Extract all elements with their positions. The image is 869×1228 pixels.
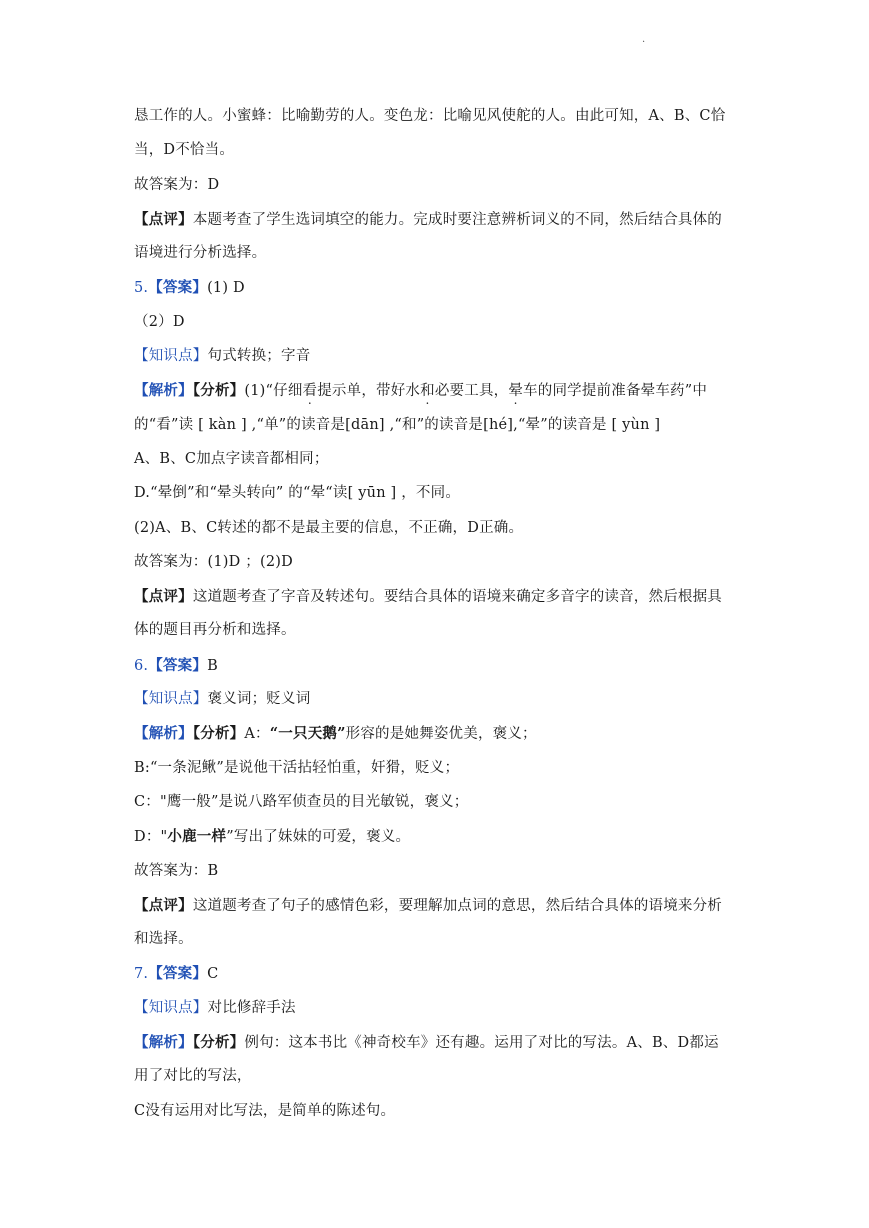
analysis-text: 形容的是她舞姿优美，褒义； [345,726,537,743]
dotted-char: 和 [420,383,435,400]
answer-value: C [207,966,219,983]
knowledge-point-line [134,348,744,365]
analysis-quote: “一只天鹅” [269,725,346,743]
analysis-text: (1)“仔细 [244,383,303,400]
analysis-quote: 小鹿一样 [167,828,227,846]
text-line: A、B、C加点字读音都相同； [134,450,329,467]
page-mark: . [642,34,646,45]
knowledge-point-line [134,1000,744,1017]
analysis-label: 【解析】 [134,725,193,743]
comment-label: 【点评】 [134,588,193,606]
text-line: 恳工作的人。小蜜蜂：比喻勤劳的人。变色龙：比喻见风使舵的人。由此可知，A、B、C恰 [134,108,726,124]
answer-value: B [207,657,218,674]
answer-analysis-content [134,108,744,1137]
analysis-line [134,1034,744,1051]
text-line: 故答案为：D [134,176,220,193]
answer-label: 【答案】 [148,965,208,983]
text-line: 当，D不恰当。 [134,142,235,159]
question-7-answer [134,965,744,982]
text-line: 体的题目再分析和选择。 [134,622,296,639]
question-6-answer [134,657,744,674]
text-line: （2）D [134,313,185,330]
text-line: B:“一条泥鳅”是说他干活拈轻怕重，奸猾，贬义； [134,759,460,776]
answer-label: 【答案】 [148,279,208,297]
text-line: C没有运用对比写法，是简单的陈述句。 [134,1102,396,1119]
analysis-text: 必要工具， [434,383,509,400]
analysis-text: 例句：这本书比《神奇校车》还有趣。运用了对比的写法。A、B、D都运 [244,1035,719,1052]
analysis-text: 车的同学提前准备晕车药”中 [523,383,708,400]
comment-line [134,211,744,228]
text-line: 的“看”读 [ kàn ] ,“单”的读音是[dān] ,“和”的读音是[hé],“晕”的读音是 [ yùn ] [134,416,661,433]
analysis-text: A： [244,726,270,743]
text-line: C："鹰一般”是说八路军侦查员的目光敏锐，褒义； [134,793,469,810]
text-line: D.“晕倒”和“晕头转向” 的“晕“读[ yūn ] ，不同。 [134,485,461,502]
comment-label: 【点评】 [134,210,193,228]
knowledge-text: 句式转换；字音 [207,348,311,365]
comment-text: 这道题考查了句子的感情色彩，要理解加点词的意思，然后结合具体的语境来分析 [192,897,723,914]
analysis-sub-label: 【分析】 [192,1034,245,1052]
text-line: 用了对比的写法， [134,1068,252,1085]
analysis-line [134,725,744,742]
dotted-char: 晕 [508,383,524,400]
comment-label: 【点评】 [134,896,193,914]
analysis-label: 【解析】 [134,382,193,400]
text-line: (2)A、B、C转述的都不是最主要的信息，不正确，D正确。 [134,519,524,536]
dotted-char: 看 [302,383,318,400]
analysis-text: 提示单，带好水 [317,383,421,400]
text-line: 故答案为：B [134,862,219,879]
knowledge-label: 【知识点】 [134,348,208,365]
text-line: 和选择。 [134,931,193,948]
knowledge-text: 褒义词；贬义词 [207,691,311,708]
text-line: 语境进行分析选择。 [134,245,267,262]
knowledge-label: 【知识点】 [134,691,208,708]
analysis-text: D：" [134,829,168,846]
comment-line [134,588,744,605]
answer-label: 【答案】 [148,656,208,674]
analysis-label: 【解析】 [134,1034,193,1052]
question-number: 7. [134,966,149,983]
question-number: 5. [134,280,149,297]
text-line: 故答案为：(1)D ；(2)D [134,553,293,570]
comment-text: 这道题考查了字音及转述句。要结合具体的语境来确定多音字的读音，然后根据具 [192,589,723,606]
analysis-line [134,382,744,399]
question-5-answer [134,279,744,296]
analysis-sub-label: 【分析】 [192,725,245,743]
analysis-sub-label: 【分析】 [192,382,245,400]
question-number: 6. [134,657,149,674]
analysis-text: ”写出了妹妹的可爱，褒义。 [226,829,411,846]
knowledge-text: 对比修辞手法 [207,999,296,1016]
knowledge-point-line [134,691,744,708]
knowledge-label: 【知识点】 [134,999,208,1016]
comment-line [134,897,744,914]
answer-value: (1) D [207,280,245,297]
text-line [134,828,744,845]
comment-text: 本题考查了学生选词填空的能力。完成时要注意辨析词义的不同，然后结合具体的 [192,211,723,228]
